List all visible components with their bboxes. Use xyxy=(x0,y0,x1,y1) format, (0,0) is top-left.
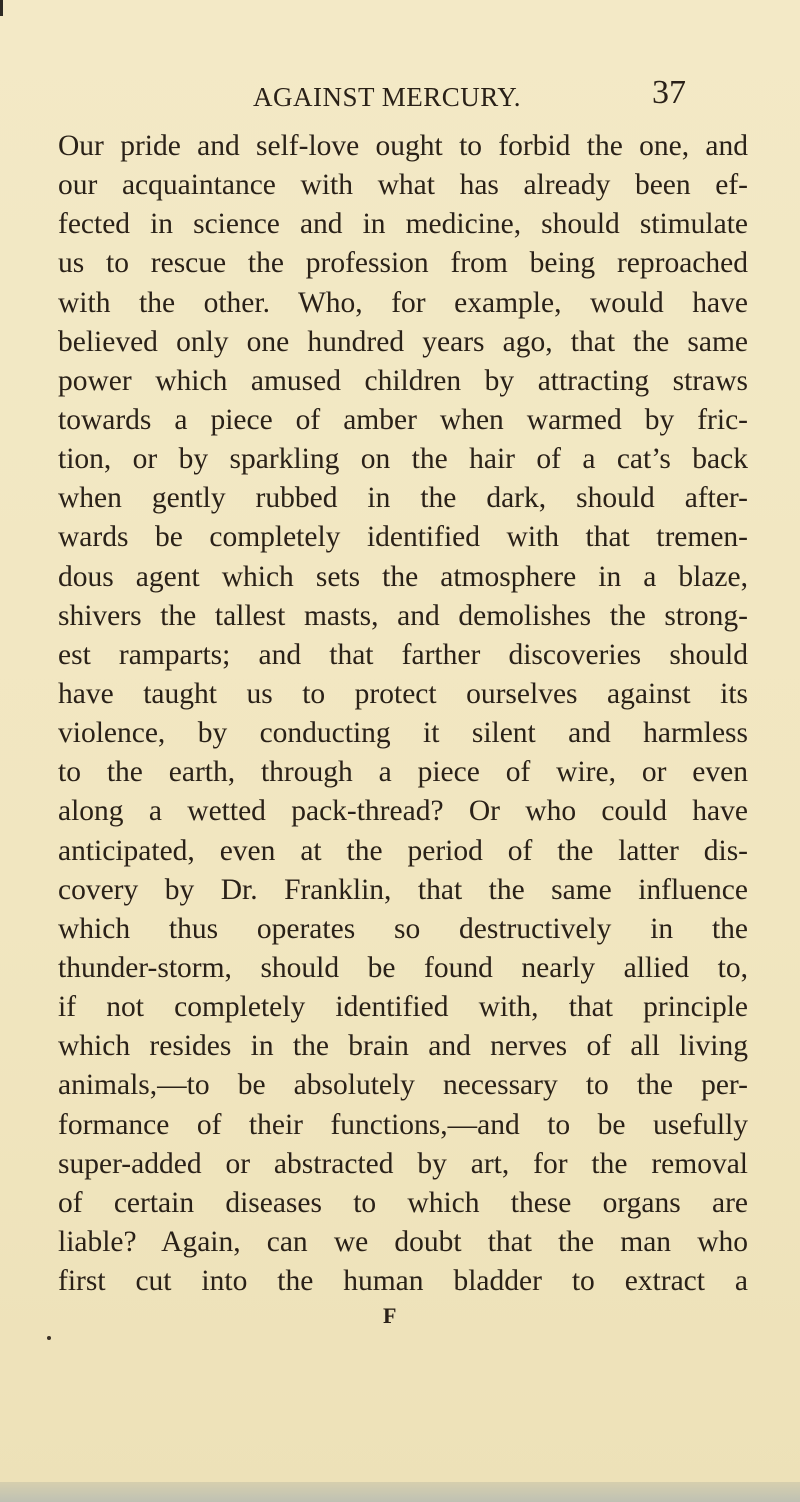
text-line: wards be completely identified with that tremen- xyxy=(58,521,748,554)
page-bottom-edge xyxy=(0,1482,800,1502)
text-line: if not completely identified with, that principle xyxy=(58,991,748,1024)
text-line: fected in science and in medicine, should stimulate xyxy=(58,208,748,241)
text-line: believed only one hundred years ago, that the same xyxy=(58,325,748,358)
text-line: along a wetted pack-thread? Or who could have xyxy=(58,795,748,828)
text-line: when gently rubbed in the dark, should after- xyxy=(58,482,748,515)
text-line: liable? Again, can we doubt that the man who xyxy=(58,1225,748,1258)
text-line: formance of their functions,—and to be usefully xyxy=(58,1108,748,1141)
text-line: est ramparts; and that farther discoveries should xyxy=(58,638,748,671)
text-line: with the other. Who, for example, would have xyxy=(58,286,748,319)
text-line: have taught us to protect ourselves against its xyxy=(58,677,748,710)
text-line: dous agent which sets the atmosphere in a blaze, xyxy=(58,560,748,593)
text-line: Our pride and self-love ought to forbid the one, and xyxy=(58,130,748,162)
text-line: tion, or by sparkling on the hair of a cat’s back xyxy=(58,443,748,476)
running-head xyxy=(0,74,800,118)
text-line: power which amused children by attracting straws xyxy=(58,364,748,397)
text-line: to the earth, through a piece of wire, or even xyxy=(58,756,748,789)
text-line: which resides in the brain and nerves of all living xyxy=(58,1030,748,1063)
ink-speck xyxy=(47,1336,51,1340)
text-line: which thus operates so destructively in the xyxy=(58,912,748,945)
text-line: towards a piece of amber when warmed by fric- xyxy=(58,403,748,436)
signature-mark: F xyxy=(383,1303,397,1328)
text-line: super-added or abstracted by art, for the removal xyxy=(58,1147,748,1180)
page-edge-mark xyxy=(0,0,3,16)
running-title: AGAINST MERCURY. xyxy=(253,82,522,112)
text-line: our acquaintance with what has already been ef- xyxy=(58,169,748,202)
text-line: of certain diseases to which these organs are xyxy=(58,1186,748,1219)
text-line: us to rescue the profession from being reproached xyxy=(58,247,748,280)
text-line: animals,—to be absolutely necessary to the per- xyxy=(58,1069,748,1102)
page-number: 37 xyxy=(652,74,686,111)
text-line: violence, by conducting it silent and harmless xyxy=(58,717,748,750)
text-line: anticipated, even at the period of the latter dis- xyxy=(58,834,748,867)
body-text xyxy=(58,127,748,1301)
text-line: shivers the tallest masts, and demolishes the strong- xyxy=(58,599,748,632)
text-line: thunder-storm, should be found nearly allied to, xyxy=(58,951,748,984)
text-line: first cut into the human bladder to extract a xyxy=(58,1265,748,1298)
text-line: covery by Dr. Franklin, that the same influence xyxy=(58,873,748,906)
